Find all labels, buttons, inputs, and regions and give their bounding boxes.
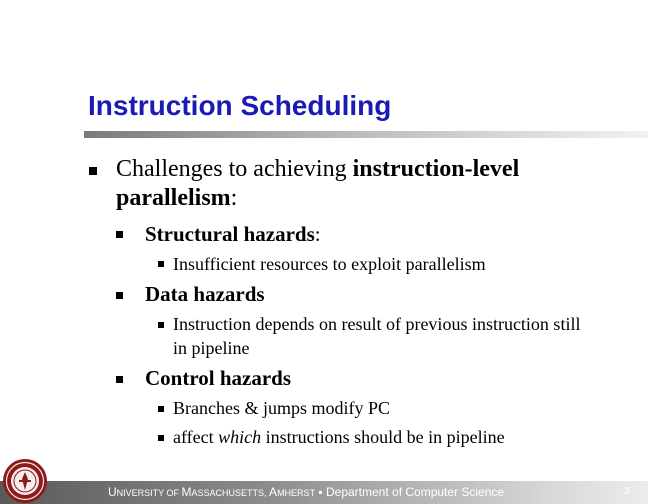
footer-text bbox=[108, 485, 504, 499]
bullet-data-sub-line1: Instruction depends on result of previous instruction still bbox=[173, 314, 581, 334]
bullet-marker bbox=[158, 261, 164, 267]
bullet-marker bbox=[158, 322, 164, 328]
bullet-structural-sub: Insufficient resources to exploit parallelism bbox=[173, 254, 486, 274]
bullet-structural-hazards bbox=[145, 222, 321, 247]
bullet-challenges-line2 bbox=[116, 184, 237, 213]
page-number: 3 bbox=[624, 486, 630, 497]
data-hazards-bold: Data hazards bbox=[145, 282, 265, 306]
bullet-data-sub-line2: in pipeline bbox=[173, 338, 250, 358]
footer-mherst: MHERST bbox=[277, 488, 316, 498]
footer-department: Department of Computer Science bbox=[325, 485, 505, 499]
bullet-marker bbox=[116, 292, 123, 299]
footer-a: A bbox=[269, 485, 278, 499]
footer-m: M bbox=[181, 485, 192, 499]
control-hazards-bold: Control hazards bbox=[145, 366, 292, 390]
bullet-challenges-text: Challenges to achieving bbox=[116, 156, 353, 182]
bullet-control-hazards bbox=[145, 366, 291, 391]
bullet-challenges-bold: instruction-level bbox=[352, 156, 520, 182]
bullet-marker bbox=[158, 406, 164, 412]
bullet-marker bbox=[89, 167, 97, 175]
bullet-challenges-bold-2: parallelism bbox=[116, 185, 231, 211]
bullet-data-hazards bbox=[145, 282, 265, 307]
bullet-control-sub2 bbox=[173, 425, 505, 449]
bullet-challenges bbox=[116, 155, 519, 184]
slide-title: Instruction Scheduling bbox=[88, 90, 392, 121]
control-sub2-italic: which bbox=[218, 427, 262, 447]
structural-hazards-bold: Structural hazards bbox=[145, 222, 315, 246]
title-rule bbox=[84, 131, 648, 138]
structural-hazards-colon: : bbox=[314, 222, 321, 246]
control-sub2-pre: affect bbox=[173, 427, 219, 447]
bullet-marker bbox=[158, 435, 164, 441]
university-seal-icon bbox=[0, 452, 50, 504]
bullet-challenges-colon: : bbox=[230, 185, 238, 211]
bullet-marker bbox=[116, 231, 123, 238]
footer-u: U bbox=[108, 485, 117, 499]
footer-niversity: NIVERSITY OF bbox=[116, 488, 182, 498]
footer-separator: ▪ bbox=[315, 485, 326, 499]
bullet-marker bbox=[116, 376, 123, 383]
control-sub2-post: instructions should be in pipeline bbox=[261, 427, 505, 447]
footer-assachusetts: ASSACHUSETTS, bbox=[191, 488, 270, 498]
bullet-control-sub1: Branches & jumps modify PC bbox=[173, 398, 390, 418]
